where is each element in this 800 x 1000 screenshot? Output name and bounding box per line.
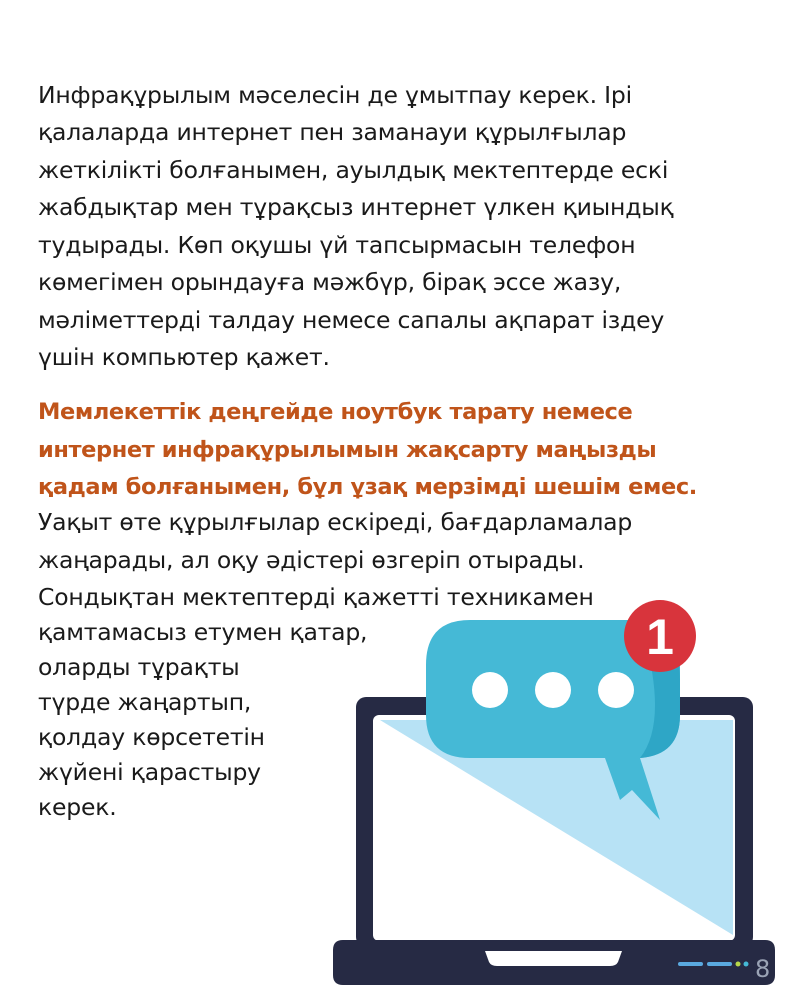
text-line: қамтамасыз етумен қатар,: [38, 618, 368, 646]
highlight-line: интернет инфрақұрылымын жақсарту маңызды: [38, 437, 657, 463]
text-line: Сондықтан мектептерді қажетті техникамен: [38, 583, 594, 611]
text-line: Уақыт өте құрылғылар ескіреді, бағдарламалар: [38, 508, 633, 536]
text-line: керек.: [38, 793, 117, 821]
badge-count: 1: [646, 609, 674, 665]
text-line: жүйені қарастыру: [38, 758, 261, 786]
page-number: 8: [755, 955, 771, 983]
highlight-line: қадам болғанымен, бұл ұзақ мерзімді шешім емес.: [38, 474, 697, 500]
text-line: жабдықтар мен тұрақсыз интернет үлкен қиындық: [38, 193, 674, 221]
text-line: оларды тұрақты: [38, 653, 240, 681]
text-line: жаңарады, ал оқу әдістері өзгеріп отырады.: [38, 546, 585, 574]
text-line: мәліметтерді талдау немесе сапалы ақпарат іздеу: [38, 306, 665, 334]
text-line: көмегімен орындауға мәжбүр, бірақ эссе жазу,: [38, 268, 622, 296]
text-line: түрде жаңартып,: [38, 688, 252, 716]
highlight-line: Мемлекеттік деңгейде ноутбук тарату немесе: [38, 399, 633, 425]
text-line: үшін компьютер қажет.: [38, 343, 330, 371]
text-line: жеткілікті болғанымен, ауылдық мектептерде ескі: [38, 156, 669, 184]
text-line: қолдау көрсететін: [38, 723, 265, 751]
text-line: қалаларда интернет пен заманауи құрылғылар: [38, 118, 627, 146]
notification-badge: [624, 600, 696, 672]
text-line: Инфрақұрылым мәселесін де ұмытпау керек. Ірі: [38, 81, 632, 109]
text-line: тудырады. Көп оқушы үй тапсырмасын телефон: [38, 231, 636, 259]
